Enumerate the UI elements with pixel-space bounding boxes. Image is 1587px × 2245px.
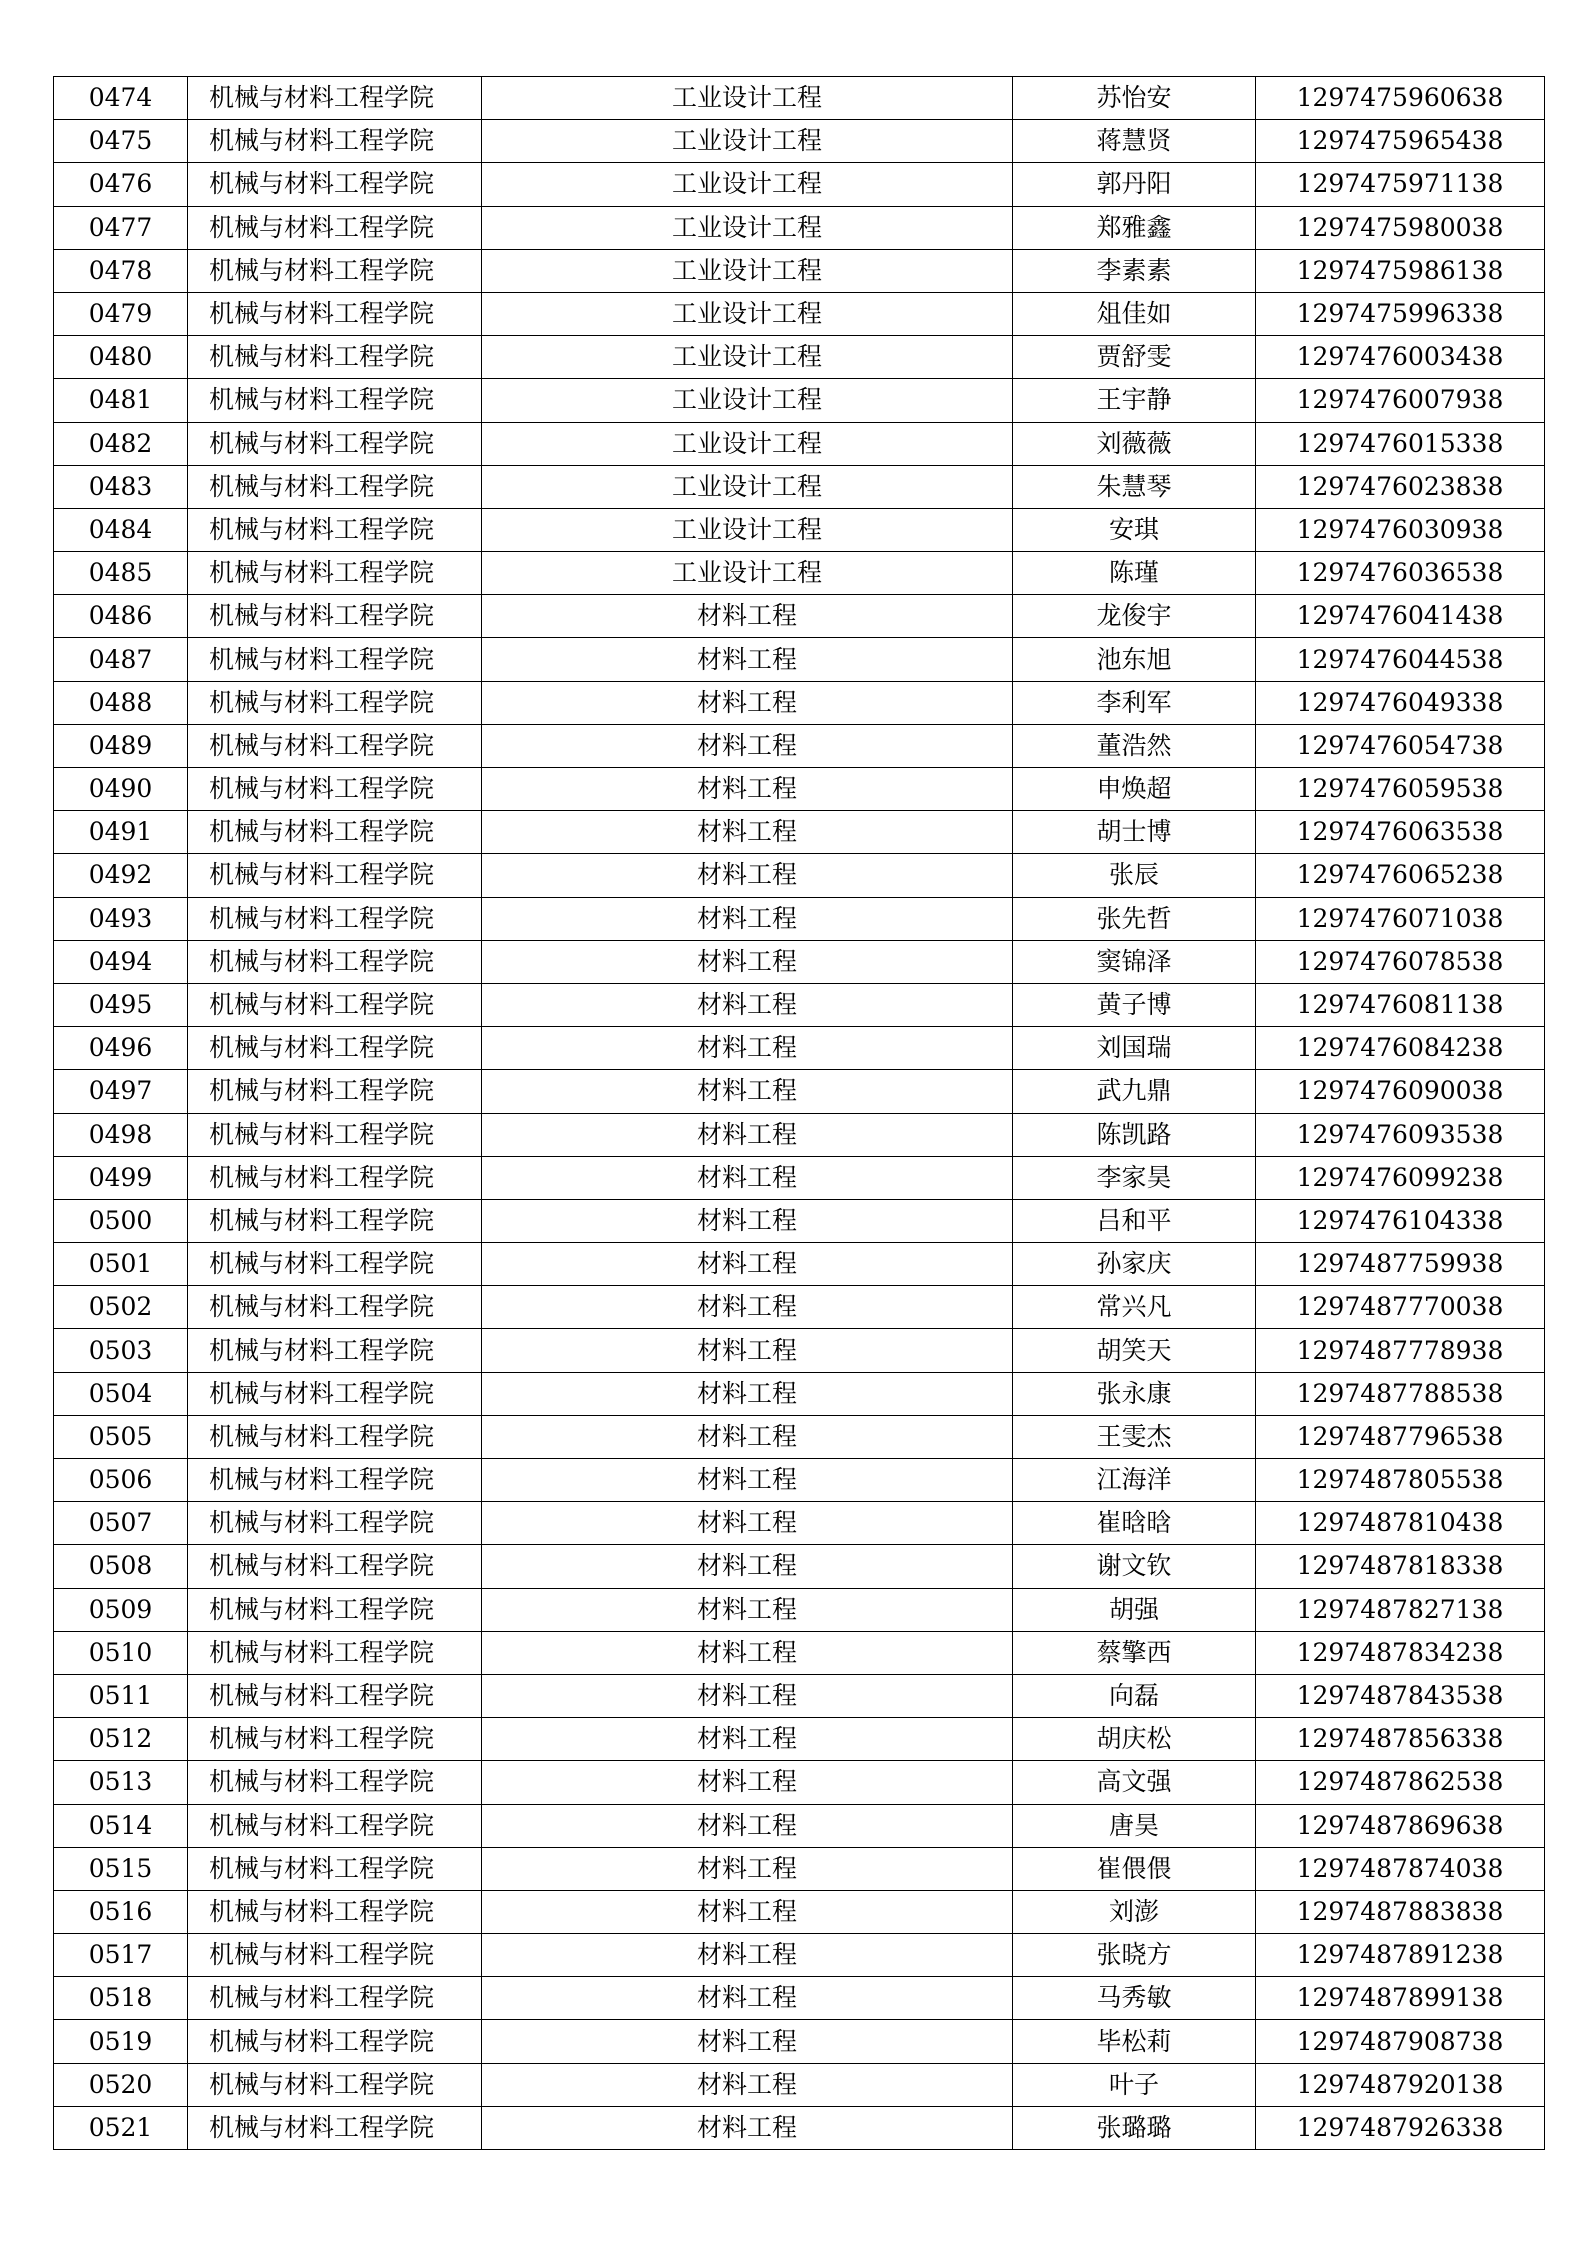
major-cell: 工业设计工程 xyxy=(482,379,1013,422)
college-cell: 机械与材料工程学院 xyxy=(188,1934,482,1977)
college-cell: 机械与材料工程学院 xyxy=(188,854,482,897)
table-row xyxy=(54,595,1545,638)
college-cell: 机械与材料工程学院 xyxy=(188,292,482,335)
table-row xyxy=(54,1631,1545,1674)
table-row xyxy=(54,1156,1545,1199)
major-cell: 材料工程 xyxy=(482,940,1013,983)
college-cell: 机械与材料工程学院 xyxy=(188,1286,482,1329)
table-row xyxy=(54,854,1545,897)
college-cell: 机械与材料工程学院 xyxy=(188,1631,482,1674)
student-name-cell: 唐昊 xyxy=(1013,1804,1256,1847)
table-row xyxy=(54,2020,1545,2063)
college-cell: 机械与材料工程学院 xyxy=(188,465,482,508)
student-name-cell: 马秀敏 xyxy=(1013,1977,1256,2020)
candidate-id-cell: 1297487778938 xyxy=(1256,1329,1545,1372)
candidate-id-cell: 1297476036538 xyxy=(1256,552,1545,595)
student-name-cell: 崔晗晗 xyxy=(1013,1502,1256,1545)
college-cell: 机械与材料工程学院 xyxy=(188,552,482,595)
student-name-cell: 谢文钦 xyxy=(1013,1545,1256,1588)
student-name-cell: 朱慧琴 xyxy=(1013,465,1256,508)
college-cell: 机械与材料工程学院 xyxy=(188,1977,482,2020)
student-name-cell: 武九鼎 xyxy=(1013,1070,1256,1113)
serial-number-cell: 0498 xyxy=(54,1113,188,1156)
college-cell: 机械与材料工程学院 xyxy=(188,1502,482,1545)
serial-number-cell: 0482 xyxy=(54,422,188,465)
college-cell: 机械与材料工程学院 xyxy=(188,163,482,206)
major-cell: 材料工程 xyxy=(482,1718,1013,1761)
major-cell: 材料工程 xyxy=(482,1199,1013,1242)
candidate-id-cell: 1297476090038 xyxy=(1256,1070,1545,1113)
major-cell: 材料工程 xyxy=(482,1459,1013,1502)
major-cell: 材料工程 xyxy=(482,1070,1013,1113)
major-cell: 工业设计工程 xyxy=(482,163,1013,206)
major-cell: 工业设计工程 xyxy=(482,77,1013,120)
student-name-cell: 蔡擎西 xyxy=(1013,1631,1256,1674)
candidate-id-cell: 1297487818338 xyxy=(1256,1545,1545,1588)
student-name-cell: 崔偎偎 xyxy=(1013,1847,1256,1890)
major-cell: 材料工程 xyxy=(482,768,1013,811)
serial-number-cell: 0496 xyxy=(54,1027,188,1070)
table-row xyxy=(54,508,1545,551)
student-name-cell: 刘国瑞 xyxy=(1013,1027,1256,1070)
candidate-id-cell: 1297487796538 xyxy=(1256,1415,1545,1458)
college-cell: 机械与材料工程学院 xyxy=(188,897,482,940)
table-row xyxy=(54,422,1545,465)
student-name-cell: 李家昊 xyxy=(1013,1156,1256,1199)
candidate-id-cell: 1297476093538 xyxy=(1256,1113,1545,1156)
candidate-id-cell: 1297476099238 xyxy=(1256,1156,1545,1199)
serial-number-cell: 0501 xyxy=(54,1243,188,1286)
serial-number-cell: 0483 xyxy=(54,465,188,508)
table-row xyxy=(54,681,1545,724)
candidate-id-cell: 1297476063538 xyxy=(1256,811,1545,854)
student-name-cell: 苏怡安 xyxy=(1013,77,1256,120)
table-row xyxy=(54,1070,1545,1113)
table-row xyxy=(54,1545,1545,1588)
serial-number-cell: 0515 xyxy=(54,1847,188,1890)
table-row xyxy=(54,120,1545,163)
major-cell: 工业设计工程 xyxy=(482,206,1013,249)
candidate-id-cell: 1297487891238 xyxy=(1256,1934,1545,1977)
student-name-cell: 郭丹阳 xyxy=(1013,163,1256,206)
serial-number-cell: 0493 xyxy=(54,897,188,940)
serial-number-cell: 0520 xyxy=(54,2063,188,2106)
student-name-cell: 刘澎 xyxy=(1013,1890,1256,1933)
candidate-id-cell: 1297487908738 xyxy=(1256,2020,1545,2063)
major-cell: 工业设计工程 xyxy=(482,292,1013,335)
candidate-id-cell: 1297476084238 xyxy=(1256,1027,1545,1070)
candidate-id-cell: 1297487920138 xyxy=(1256,2063,1545,2106)
table-row xyxy=(54,811,1545,854)
serial-number-cell: 0513 xyxy=(54,1761,188,1804)
serial-number-cell: 0509 xyxy=(54,1588,188,1631)
candidate-id-cell: 1297476023838 xyxy=(1256,465,1545,508)
table-row xyxy=(54,1199,1545,1242)
serial-number-cell: 0508 xyxy=(54,1545,188,1588)
major-cell: 材料工程 xyxy=(482,2106,1013,2149)
major-cell: 工业设计工程 xyxy=(482,120,1013,163)
student-name-cell: 张璐璐 xyxy=(1013,2106,1256,2149)
college-cell: 机械与材料工程学院 xyxy=(188,508,482,551)
serial-number-cell: 0499 xyxy=(54,1156,188,1199)
college-cell: 机械与材料工程学院 xyxy=(188,1329,482,1372)
serial-number-cell: 0505 xyxy=(54,1415,188,1458)
major-cell: 材料工程 xyxy=(482,897,1013,940)
serial-number-cell: 0516 xyxy=(54,1890,188,1933)
table-row xyxy=(54,1934,1545,1977)
table-row xyxy=(54,983,1545,1026)
student-name-cell: 孙家庆 xyxy=(1013,1243,1256,1286)
serial-number-cell: 0477 xyxy=(54,206,188,249)
college-cell: 机械与材料工程学院 xyxy=(188,120,482,163)
college-cell: 机械与材料工程学院 xyxy=(188,940,482,983)
table-row xyxy=(54,897,1545,940)
table-row xyxy=(54,77,1545,120)
college-cell: 机械与材料工程学院 xyxy=(188,1804,482,1847)
major-cell: 材料工程 xyxy=(482,724,1013,767)
college-cell: 机械与材料工程学院 xyxy=(188,1243,482,1286)
college-cell: 机械与材料工程学院 xyxy=(188,724,482,767)
admission-list-body xyxy=(54,77,1545,2150)
candidate-id-cell: 1297476065238 xyxy=(1256,854,1545,897)
college-cell: 机械与材料工程学院 xyxy=(188,2063,482,2106)
student-name-cell: 张永康 xyxy=(1013,1372,1256,1415)
candidate-id-cell: 1297476081138 xyxy=(1256,983,1545,1026)
student-name-cell: 黄子博 xyxy=(1013,983,1256,1026)
major-cell: 材料工程 xyxy=(482,1243,1013,1286)
serial-number-cell: 0481 xyxy=(54,379,188,422)
student-name-cell: 陈凯路 xyxy=(1013,1113,1256,1156)
table-row xyxy=(54,1243,1545,1286)
major-cell: 材料工程 xyxy=(482,1329,1013,1372)
candidate-id-cell: 1297487899138 xyxy=(1256,1977,1545,2020)
student-name-cell: 蒋慧贤 xyxy=(1013,120,1256,163)
major-cell: 材料工程 xyxy=(482,1027,1013,1070)
table-row xyxy=(54,768,1545,811)
serial-number-cell: 0502 xyxy=(54,1286,188,1329)
college-cell: 机械与材料工程学院 xyxy=(188,1459,482,1502)
serial-number-cell: 0511 xyxy=(54,1674,188,1717)
serial-number-cell: 0487 xyxy=(54,638,188,681)
candidate-id-cell: 1297487810438 xyxy=(1256,1502,1545,1545)
college-cell: 机械与材料工程学院 xyxy=(188,206,482,249)
candidate-id-cell: 1297487883838 xyxy=(1256,1890,1545,1933)
serial-number-cell: 0484 xyxy=(54,508,188,551)
candidate-id-cell: 1297475996338 xyxy=(1256,292,1545,335)
major-cell: 材料工程 xyxy=(482,638,1013,681)
serial-number-cell: 0494 xyxy=(54,940,188,983)
serial-number-cell: 0503 xyxy=(54,1329,188,1372)
candidate-id-cell: 1297487759938 xyxy=(1256,1243,1545,1286)
table-row xyxy=(54,2063,1545,2106)
college-cell: 机械与材料工程学院 xyxy=(188,77,482,120)
college-cell: 机械与材料工程学院 xyxy=(188,681,482,724)
table-row xyxy=(54,1027,1545,1070)
serial-number-cell: 0519 xyxy=(54,2020,188,2063)
table-row xyxy=(54,465,1545,508)
table-row xyxy=(54,1329,1545,1372)
major-cell: 工业设计工程 xyxy=(482,552,1013,595)
student-name-cell: 胡士博 xyxy=(1013,811,1256,854)
college-cell: 机械与材料工程学院 xyxy=(188,1415,482,1458)
serial-number-cell: 0507 xyxy=(54,1502,188,1545)
college-cell: 机械与材料工程学院 xyxy=(188,811,482,854)
table-row xyxy=(54,1286,1545,1329)
candidate-id-cell: 1297487805538 xyxy=(1256,1459,1545,1502)
college-cell: 机械与材料工程学院 xyxy=(188,768,482,811)
college-cell: 机械与材料工程学院 xyxy=(188,1156,482,1199)
college-cell: 机械与材料工程学院 xyxy=(188,1718,482,1761)
admission-list-table xyxy=(53,76,1545,2150)
college-cell: 机械与材料工程学院 xyxy=(188,422,482,465)
college-cell: 机械与材料工程学院 xyxy=(188,2020,482,2063)
major-cell: 工业设计工程 xyxy=(482,508,1013,551)
major-cell: 材料工程 xyxy=(482,983,1013,1026)
student-name-cell: 俎佳如 xyxy=(1013,292,1256,335)
major-cell: 工业设计工程 xyxy=(482,336,1013,379)
serial-number-cell: 0486 xyxy=(54,595,188,638)
student-name-cell: 高文强 xyxy=(1013,1761,1256,1804)
major-cell: 材料工程 xyxy=(482,2063,1013,2106)
student-name-cell: 胡庆松 xyxy=(1013,1718,1256,1761)
candidate-id-cell: 1297476104338 xyxy=(1256,1199,1545,1242)
college-cell: 机械与材料工程学院 xyxy=(188,1545,482,1588)
college-cell: 机械与材料工程学院 xyxy=(188,379,482,422)
college-cell: 机械与材料工程学院 xyxy=(188,249,482,292)
serial-number-cell: 0478 xyxy=(54,249,188,292)
candidate-id-cell: 1297475971138 xyxy=(1256,163,1545,206)
candidate-id-cell: 1297487874038 xyxy=(1256,1847,1545,1890)
candidate-id-cell: 1297475980038 xyxy=(1256,206,1545,249)
major-cell: 材料工程 xyxy=(482,1286,1013,1329)
serial-number-cell: 0506 xyxy=(54,1459,188,1502)
candidate-id-cell: 1297487856338 xyxy=(1256,1718,1545,1761)
major-cell: 工业设计工程 xyxy=(482,465,1013,508)
serial-number-cell: 0491 xyxy=(54,811,188,854)
candidate-id-cell: 1297487869638 xyxy=(1256,1804,1545,1847)
major-cell: 材料工程 xyxy=(482,854,1013,897)
major-cell: 材料工程 xyxy=(482,1934,1013,1977)
serial-number-cell: 0497 xyxy=(54,1070,188,1113)
serial-number-cell: 0510 xyxy=(54,1631,188,1674)
major-cell: 材料工程 xyxy=(482,1631,1013,1674)
candidate-id-cell: 1297476007938 xyxy=(1256,379,1545,422)
college-cell: 机械与材料工程学院 xyxy=(188,1847,482,1890)
candidate-id-cell: 1297476078538 xyxy=(1256,940,1545,983)
major-cell: 材料工程 xyxy=(482,1804,1013,1847)
student-name-cell: 毕松莉 xyxy=(1013,2020,1256,2063)
student-name-cell: 李利军 xyxy=(1013,681,1256,724)
student-name-cell: 刘薇薇 xyxy=(1013,422,1256,465)
major-cell: 材料工程 xyxy=(482,1761,1013,1804)
student-name-cell: 董浩然 xyxy=(1013,724,1256,767)
college-cell: 机械与材料工程学院 xyxy=(188,1890,482,1933)
major-cell: 材料工程 xyxy=(482,2020,1013,2063)
college-cell: 机械与材料工程学院 xyxy=(188,1027,482,1070)
serial-number-cell: 0512 xyxy=(54,1718,188,1761)
major-cell: 材料工程 xyxy=(482,1502,1013,1545)
table-row xyxy=(54,336,1545,379)
table-row xyxy=(54,1502,1545,1545)
major-cell: 材料工程 xyxy=(482,1977,1013,2020)
student-name-cell: 王宇静 xyxy=(1013,379,1256,422)
table-row xyxy=(54,1761,1545,1804)
student-name-cell: 龙俊宇 xyxy=(1013,595,1256,638)
major-cell: 材料工程 xyxy=(482,1415,1013,1458)
table-row xyxy=(54,1415,1545,1458)
serial-number-cell: 0475 xyxy=(54,120,188,163)
serial-number-cell: 0500 xyxy=(54,1199,188,1242)
table-row xyxy=(54,1459,1545,1502)
college-cell: 机械与材料工程学院 xyxy=(188,1070,482,1113)
table-row xyxy=(54,379,1545,422)
candidate-id-cell: 1297487926338 xyxy=(1256,2106,1545,2149)
candidate-id-cell: 1297476030938 xyxy=(1256,508,1545,551)
college-cell: 机械与材料工程学院 xyxy=(188,1372,482,1415)
table-row xyxy=(54,2106,1545,2149)
student-name-cell: 申焕超 xyxy=(1013,768,1256,811)
candidate-id-cell: 1297476015338 xyxy=(1256,422,1545,465)
candidate-id-cell: 1297476059538 xyxy=(1256,768,1545,811)
candidate-id-cell: 1297476044538 xyxy=(1256,638,1545,681)
serial-number-cell: 0504 xyxy=(54,1372,188,1415)
serial-number-cell: 0488 xyxy=(54,681,188,724)
candidate-id-cell: 1297476041438 xyxy=(1256,595,1545,638)
student-name-cell: 陈瑾 xyxy=(1013,552,1256,595)
serial-number-cell: 0476 xyxy=(54,163,188,206)
table-row xyxy=(54,940,1545,983)
candidate-id-cell: 1297487834238 xyxy=(1256,1631,1545,1674)
candidate-id-cell: 1297475986138 xyxy=(1256,249,1545,292)
student-name-cell: 池东旭 xyxy=(1013,638,1256,681)
candidate-id-cell: 1297487862538 xyxy=(1256,1761,1545,1804)
table-row xyxy=(54,1718,1545,1761)
college-cell: 机械与材料工程学院 xyxy=(188,2106,482,2149)
student-name-cell: 胡强 xyxy=(1013,1588,1256,1631)
college-cell: 机械与材料工程学院 xyxy=(188,1761,482,1804)
major-cell: 材料工程 xyxy=(482,1674,1013,1717)
major-cell: 材料工程 xyxy=(482,1847,1013,1890)
candidate-id-cell: 1297487788538 xyxy=(1256,1372,1545,1415)
candidate-id-cell: 1297476054738 xyxy=(1256,724,1545,767)
college-cell: 机械与材料工程学院 xyxy=(188,595,482,638)
student-name-cell: 安琪 xyxy=(1013,508,1256,551)
table-row xyxy=(54,1674,1545,1717)
candidate-id-cell: 1297487827138 xyxy=(1256,1588,1545,1631)
serial-number-cell: 0514 xyxy=(54,1804,188,1847)
student-name-cell: 张晓方 xyxy=(1013,1934,1256,1977)
college-cell: 机械与材料工程学院 xyxy=(188,1588,482,1631)
serial-number-cell: 0492 xyxy=(54,854,188,897)
table-row xyxy=(54,724,1545,767)
table-row xyxy=(54,1372,1545,1415)
serial-number-cell: 0495 xyxy=(54,983,188,1026)
college-cell: 机械与材料工程学院 xyxy=(188,336,482,379)
table-row xyxy=(54,1113,1545,1156)
serial-number-cell: 0479 xyxy=(54,292,188,335)
table-row xyxy=(54,1804,1545,1847)
major-cell: 材料工程 xyxy=(482,1156,1013,1199)
table-row xyxy=(54,1847,1545,1890)
college-cell: 机械与材料工程学院 xyxy=(188,1113,482,1156)
table-row xyxy=(54,552,1545,595)
student-name-cell: 张先哲 xyxy=(1013,897,1256,940)
table-row xyxy=(54,1588,1545,1631)
major-cell: 材料工程 xyxy=(482,1372,1013,1415)
candidate-id-cell: 1297487770038 xyxy=(1256,1286,1545,1329)
major-cell: 材料工程 xyxy=(482,595,1013,638)
candidate-id-cell: 1297475960638 xyxy=(1256,77,1545,120)
student-name-cell: 江海洋 xyxy=(1013,1459,1256,1502)
student-name-cell: 窦锦泽 xyxy=(1013,940,1256,983)
college-cell: 机械与材料工程学院 xyxy=(188,638,482,681)
major-cell: 工业设计工程 xyxy=(482,422,1013,465)
major-cell: 材料工程 xyxy=(482,1588,1013,1631)
student-name-cell: 向磊 xyxy=(1013,1674,1256,1717)
major-cell: 材料工程 xyxy=(482,1545,1013,1588)
student-name-cell: 李素素 xyxy=(1013,249,1256,292)
serial-number-cell: 0518 xyxy=(54,1977,188,2020)
table-row xyxy=(54,163,1545,206)
major-cell: 材料工程 xyxy=(482,811,1013,854)
serial-number-cell: 0485 xyxy=(54,552,188,595)
student-name-cell: 吕和平 xyxy=(1013,1199,1256,1242)
candidate-id-cell: 1297476003438 xyxy=(1256,336,1545,379)
serial-number-cell: 0480 xyxy=(54,336,188,379)
student-name-cell: 王雯杰 xyxy=(1013,1415,1256,1458)
college-cell: 机械与材料工程学院 xyxy=(188,1199,482,1242)
candidate-id-cell: 1297476071038 xyxy=(1256,897,1545,940)
serial-number-cell: 0474 xyxy=(54,77,188,120)
candidate-id-cell: 1297475965438 xyxy=(1256,120,1545,163)
serial-number-cell: 0489 xyxy=(54,724,188,767)
student-name-cell: 张辰 xyxy=(1013,854,1256,897)
college-cell: 机械与材料工程学院 xyxy=(188,1674,482,1717)
major-cell: 材料工程 xyxy=(482,681,1013,724)
student-name-cell: 常兴凡 xyxy=(1013,1286,1256,1329)
serial-number-cell: 0490 xyxy=(54,768,188,811)
table-row xyxy=(54,292,1545,335)
student-name-cell: 叶子 xyxy=(1013,2063,1256,2106)
candidate-id-cell: 1297487843538 xyxy=(1256,1674,1545,1717)
table-row xyxy=(54,249,1545,292)
table-row xyxy=(54,206,1545,249)
table-row xyxy=(54,638,1545,681)
college-cell: 机械与材料工程学院 xyxy=(188,983,482,1026)
major-cell: 工业设计工程 xyxy=(482,249,1013,292)
candidate-id-cell: 1297476049338 xyxy=(1256,681,1545,724)
table-row xyxy=(54,1890,1545,1933)
student-name-cell: 贾舒雯 xyxy=(1013,336,1256,379)
major-cell: 材料工程 xyxy=(482,1890,1013,1933)
student-name-cell: 胡笑天 xyxy=(1013,1329,1256,1372)
major-cell: 材料工程 xyxy=(482,1113,1013,1156)
serial-number-cell: 0521 xyxy=(54,2106,188,2149)
student-name-cell: 郑雅鑫 xyxy=(1013,206,1256,249)
serial-number-cell: 0517 xyxy=(54,1934,188,1977)
table-row xyxy=(54,1977,1545,2020)
